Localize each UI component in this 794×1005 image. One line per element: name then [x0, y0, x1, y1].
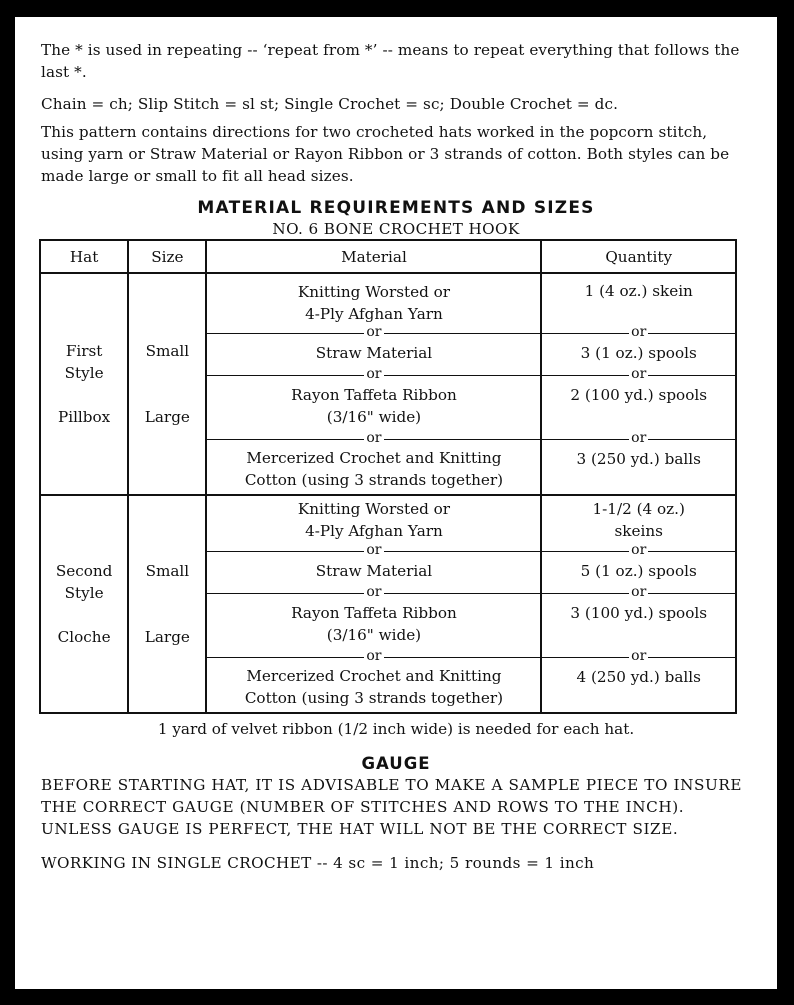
hat-cell-second: [40, 495, 128, 713]
material-name: Knitting Worsted or: [297, 283, 451, 301]
or-separator: or: [542, 326, 735, 338]
size-cell-first: [128, 273, 206, 495]
table-row: [40, 495, 736, 713]
or-separator: or: [542, 544, 735, 556]
material-name: Straw Material: [315, 344, 433, 362]
or-separator: or: [207, 432, 540, 444]
quantity-value: 3 (250 yd.) balls: [576, 450, 701, 468]
material-name: Cotton (using 3 strands together): [244, 689, 504, 707]
table-header-row: [40, 240, 736, 273]
hook-size: NO. 6 BONE CROCHET HOOK: [272, 220, 520, 238]
header-size: Size: [128, 240, 206, 273]
size-cell-second: [128, 495, 206, 713]
or-separator: or: [207, 326, 540, 338]
pattern-description: This pattern contains directions for two crocheted hats worked in the popcorn stitch, using yarn or Straw Material or Rayon Ribbon or 3 strands of cotton. Both styles can be made large or small to fit all head sizes.: [41, 123, 730, 185]
material-name: (3/16" wide): [326, 626, 422, 644]
size-large: Large: [144, 408, 190, 426]
pattern-page: [15, 17, 777, 989]
size-small: Small: [145, 342, 190, 360]
quantity-cell-first: [541, 273, 736, 495]
material-name: 4-Ply Afghan Yarn: [305, 305, 443, 323]
header-material: Material: [206, 240, 541, 273]
or-separator: or: [207, 586, 540, 598]
velvet-ribbon-note: 1 yard of velvet ribbon (1/2 inch wide) is needed for each hat.: [157, 720, 635, 738]
style-name: First: [65, 342, 103, 360]
style-type: Cloche: [57, 628, 111, 646]
style-type: Pillbox: [58, 408, 111, 426]
or-separator: or: [207, 650, 540, 662]
header-hat: Hat: [40, 240, 128, 273]
or-separator: or: [207, 544, 540, 556]
or-separator: or: [207, 368, 540, 380]
material-cell-second: [206, 495, 541, 713]
material-name: Rayon Taffeta Ribbon: [291, 604, 457, 622]
quantity-cell-second: [541, 495, 736, 713]
or-separator: or: [542, 650, 735, 662]
materials-title: MATERIAL REQUIREMENTS AND SIZES: [197, 198, 595, 218]
quantity-value: skeins: [614, 522, 663, 540]
material-name: Knitting Worsted or: [297, 500, 451, 518]
repeat-note: The * is used in repeating -- ‘repeat from *’ -- means to repeat everything that follows the last *.: [41, 41, 740, 81]
hat-cell-first: [40, 273, 128, 495]
abbreviations: Chain = ch; Slip Stitch = sl st; Single Crochet = sc; Double Crochet = dc.: [41, 95, 619, 113]
material-name: (3/16" wide): [326, 408, 422, 426]
material-name: Cotton (using 3 strands together): [244, 471, 504, 489]
materials-table: [39, 239, 737, 714]
material-cell-first: [206, 273, 541, 495]
material-name: Mercerized Crochet and Knitting: [246, 449, 502, 467]
or-separator: or: [542, 432, 735, 444]
size-large: Large: [144, 628, 190, 646]
material-name: 4-Ply Afghan Yarn: [305, 522, 443, 540]
gauge-working: WORKING IN SINGLE CROCHET -- 4 sc = 1 inch; 5 rounds = 1 inch: [41, 854, 595, 872]
gauge-warning: BEFORE STARTING HAT, IT IS ADVISABLE TO MAKE A SAMPLE PIECE TO INSURE THE CORRECT GAUGE (NUMBER OF STITCHES AND ROWS TO THE INCH). UNLESS GAUGE IS PERFECT, THE HAT WILL NOT BE THE CORRECT SIZE.: [41, 776, 743, 838]
gauge-title: GAUGE: [361, 754, 431, 773]
style-name: Second: [55, 562, 113, 580]
material-name: Rayon Taffeta Ribbon: [291, 386, 457, 404]
material-name: Mercerized Crochet and Knitting: [246, 667, 502, 685]
quantity-value: 2 (100 yd.) spools: [570, 386, 707, 404]
quantity-value: 5 (1 oz.) spools: [580, 562, 697, 580]
or-separator: or: [542, 368, 735, 380]
style-name: Style: [64, 364, 104, 382]
style-name: Style: [64, 584, 104, 602]
material-name: Straw Material: [315, 562, 433, 580]
quantity-value: 3 (1 oz.) spools: [580, 344, 697, 362]
quantity-value: 3 (100 yd.) spools: [570, 604, 707, 622]
size-small: Small: [145, 562, 190, 580]
quantity-value: 1-1/2 (4 oz.): [592, 500, 685, 518]
header-quantity: Quantity: [541, 240, 736, 273]
or-separator: or: [542, 586, 735, 598]
quantity-value: 1 (4 oz.) skein: [584, 282, 693, 300]
table-row: [40, 273, 736, 495]
quantity-value: 4 (250 yd.) balls: [576, 668, 701, 686]
